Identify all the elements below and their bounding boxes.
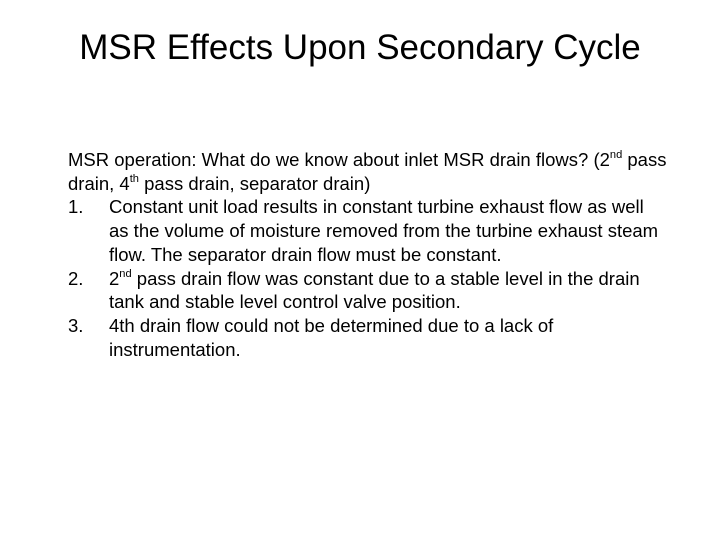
list-item-text: Constant unit load results in constant turbine exhaust flow as well as the volume of moisture removed from the turbine exhaust steam flow. The separator drain flow must be constant. xyxy=(109,196,659,265)
intro-text-2: pass drain, 4 xyxy=(68,149,667,194)
intro-superscript-2: th xyxy=(129,172,139,185)
numbered-list xyxy=(68,195,668,361)
slide-body xyxy=(68,148,668,361)
list-item-1 xyxy=(68,195,668,266)
list-item-text: 4th drain flow could not be determined due to a lack of instrumentation. xyxy=(109,314,554,360)
list-item-number: 1. xyxy=(68,196,84,218)
list-item-2 xyxy=(68,267,668,314)
intro-superscript-1: nd xyxy=(609,149,623,162)
list-item-number: 2. xyxy=(68,267,84,289)
intro-text-1: MSR operation: What do we know about inlet MSR drain flows? (2 xyxy=(68,149,610,170)
list-item-3 xyxy=(68,314,668,361)
list-item-number: 3. xyxy=(68,314,84,336)
intro-paragraph xyxy=(68,148,668,195)
intro-text-3: pass drain, separator drain) xyxy=(138,172,371,194)
list-item-superscript: nd xyxy=(119,267,132,280)
list-item-text: pass drain flow was constant due to a stable level in the drain tank and stable level control valve position. xyxy=(109,267,640,313)
slide-title: MSR Effects Upon Secondary Cycle xyxy=(79,28,641,67)
list-item-lead: 2 xyxy=(109,267,120,289)
